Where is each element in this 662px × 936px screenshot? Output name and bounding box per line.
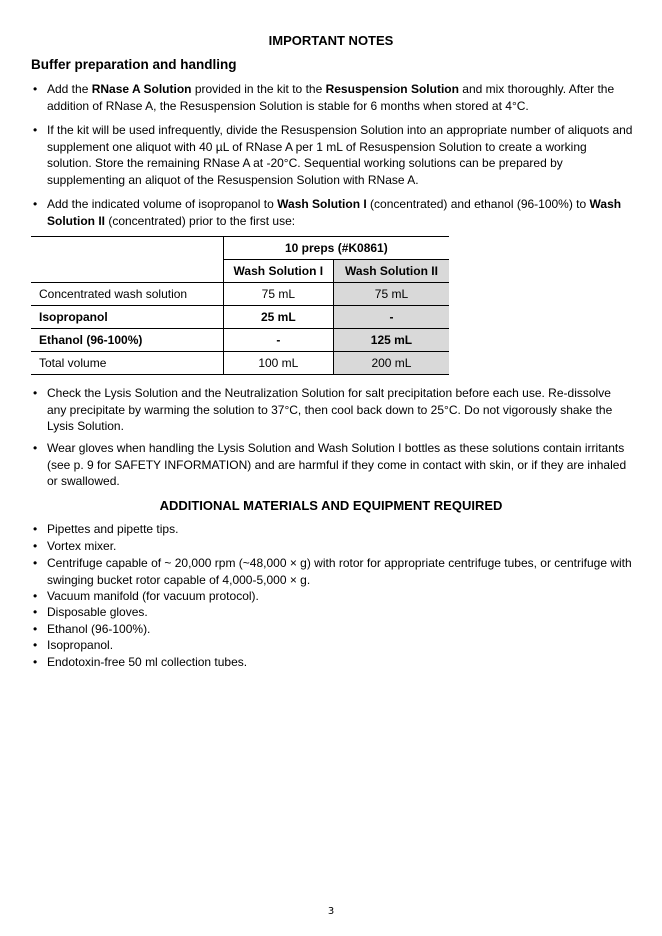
list-item: • Disposable gloves. — [33, 605, 148, 619]
group-header-cell: 10 preps (#K0861) — [223, 237, 449, 260]
materials-heading: ADDITIONAL MATERIALS AND EQUIPMENT REQUIRED — [159, 498, 503, 513]
wash-solution-table — [31, 236, 449, 375]
bullet-item-rnase: • Add the RNase A Solution provided in the kit to the Resuspension Solution and mix thoroughly. After the addition of RNase A, the Resuspension Solution is stable for 6 months when stored at 4°C. — [33, 82, 615, 113]
bullet-item-wash-solutions: • Add the indicated volume of isopropanol to Wash Solution I (concentrated) and ethanol (96-100%) to Wash Solution II (concentrated) prior to the first use: — [33, 197, 622, 228]
page-number: 3 — [327, 906, 335, 917]
cell-value: 75 mL — [223, 283, 333, 306]
list-item: • Isopropanol. — [33, 638, 114, 652]
bullet-dot-icon: • — [33, 539, 38, 553]
table-row — [31, 352, 449, 375]
column-header-wash-2: Wash Solution II — [333, 260, 449, 283]
cell-value: 25 mL — [223, 306, 333, 329]
list-item: • Endotoxin-free 50 ml collection tubes. — [33, 655, 248, 669]
column-header-wash-1: Wash Solution I — [223, 260, 333, 283]
row-label: Total volume — [31, 352, 223, 375]
bullet-dot-icon: • — [33, 441, 38, 455]
section-heading: Buffer preparation and handling — [31, 57, 237, 72]
bullet-dot-icon: • — [33, 556, 38, 570]
bullet-dot-icon: • — [33, 197, 38, 211]
cell-value: - — [223, 329, 333, 352]
page-title: IMPORTANT NOTES — [268, 33, 394, 48]
bullet-dot-icon: • — [33, 123, 38, 137]
bullet-item-aliquots: • If the kit will be used infrequently, divide the Resuspension Solution into an appropriate number of aliquots and supplement one aliquot with 40 µL of RNase A per 1 mL of Resuspension Solution to create a working solution. Store the remaining RNase A at -20°C. Sequential working solutions can be prepared by supplementing an aliquot of the Resuspension Solution with RNase A. — [33, 123, 633, 187]
cell-value: 200 mL — [333, 352, 449, 375]
bullet-item-gloves: • Wear gloves when handling the Lysis Solution and Wash Solution I bottles as these solutions contain irritants (see p. 9 for SAFETY INFORMATION) and are harmful if they come in contact with skin, or if they are inhaled or swallowed. — [33, 441, 627, 488]
list-item: • Vortex mixer. — [33, 539, 117, 553]
table-header-row — [31, 260, 449, 283]
row-label: Ethanol (96-100%) — [31, 329, 223, 352]
table-header-row — [31, 237, 449, 260]
bullet-dot-icon: • — [33, 605, 38, 619]
list-item: • Centrifuge capable of ~ 20,000 rpm (~48,000 × g) with rotor for appropriate centrifuge tubes, or centrifuge with swinging bucket rotor capable of 4,000-5,000 × g. — [33, 556, 632, 587]
table-row — [31, 329, 449, 352]
cell-value: 100 mL — [223, 352, 333, 375]
cell-value: 125 mL — [333, 329, 449, 352]
table-row — [31, 306, 449, 329]
table-row — [31, 283, 449, 306]
bullet-dot-icon: • — [33, 386, 38, 400]
bullet-dot-icon: • — [33, 82, 38, 96]
row-label: Isopropanol — [31, 306, 223, 329]
bullet-dot-icon: • — [33, 622, 38, 636]
list-item: • Ethanol (96-100%). — [33, 622, 151, 636]
list-item: • Vacuum manifold (for vacuum protocol). — [33, 589, 259, 603]
bullet-dot-icon: • — [33, 522, 38, 536]
cell-value: 75 mL — [333, 283, 449, 306]
cell-value: - — [333, 306, 449, 329]
bullet-item-precipitation: • Check the Lysis Solution and the Neutralization Solution for salt precipitation before each use. Re-dissolve any precipitate by warming the solution to 37°C, then cool back down to 25°C. Do not vigorously shake the Lysis Solution. — [33, 386, 613, 433]
list-item: • Pipettes and pipette tips. — [33, 522, 179, 536]
bullet-dot-icon: • — [33, 638, 38, 652]
bullet-dot-icon: • — [33, 655, 38, 669]
bullet-dot-icon: • — [33, 589, 38, 603]
row-label: Concentrated wash solution — [31, 283, 223, 306]
